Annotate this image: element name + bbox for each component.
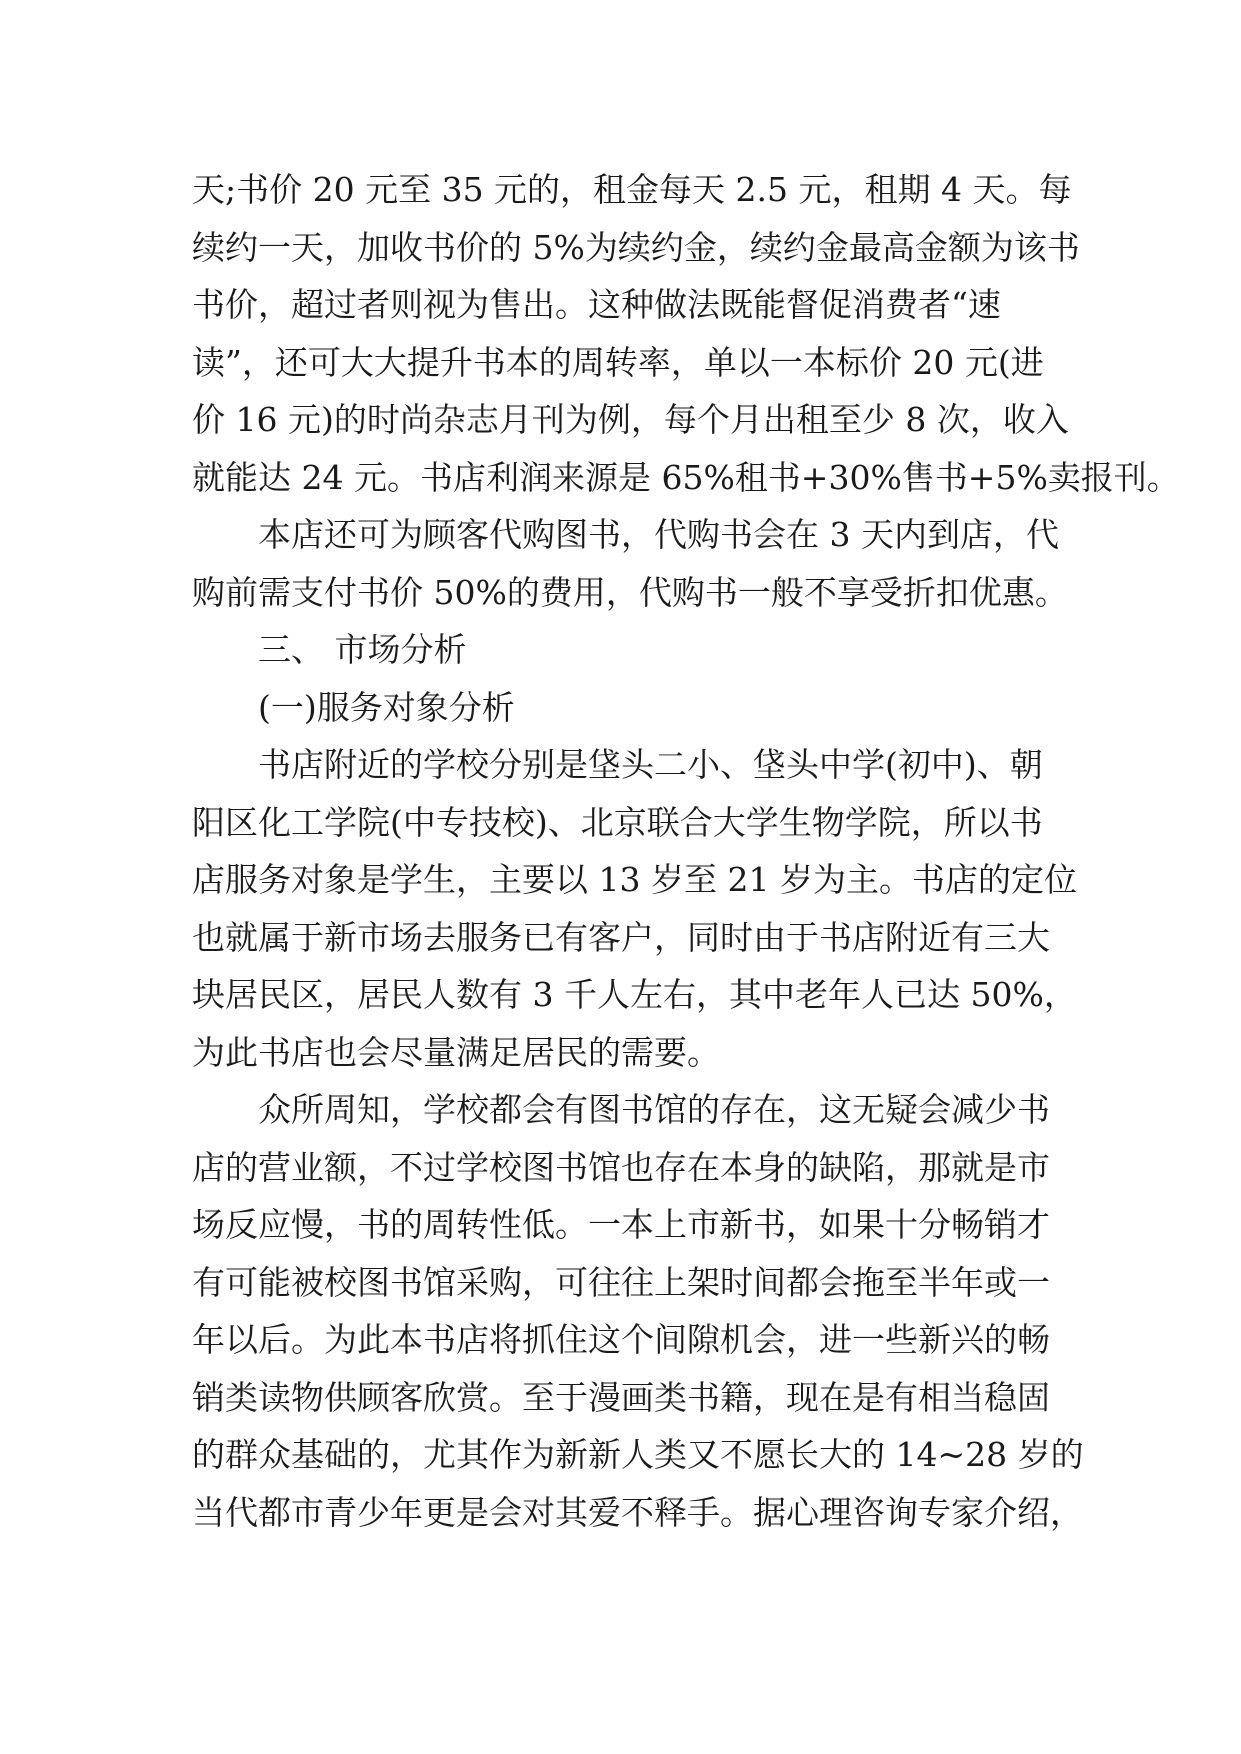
text-line: 本店还可为顾客代购图书，代购书会在 3 天内到店，代 (192, 515, 1059, 554)
document-body (192, 161, 1180, 1541)
text-line: 年以后。为此本书店将抓住这个间隙机会，进一些新兴的畅 (192, 1320, 1050, 1359)
text-line: 为此书店也会尽量满足居民的需要。 (192, 1032, 720, 1072)
text-line: 续约一天，加收书价的 5%为续约金，续约金最高金额为该书 (192, 227, 1080, 267)
text-line: 书店附近的学校分别是垡头二小、垡头中学(初中)、朝 (192, 745, 1043, 784)
text-line: 天;书价 20 元至 35 元的，租金每天 2.5 元，租期 4 天。每 (192, 170, 1072, 209)
text-line: 店服务对象是学生，主要以 13 岁至 21 岁为主。书店的定位 (192, 860, 1077, 899)
text-line: 众所周知，学校都会有图书馆的存在，这无疑会减少书 (192, 1090, 1050, 1129)
text-line: 有可能被校图书馆采购，可往往上架时间都会拖至半年或一 (192, 1262, 1050, 1302)
text-line: 的群众基础的，尤其作为新新人类又不愿长大的 14~28 岁的 (192, 1435, 1084, 1474)
section-heading: 三、 市场分析 (192, 630, 467, 669)
text-line: 也就属于新市场去服务已有客户，同时由于书店附近有三大 (192, 917, 1050, 957)
text-line: 购前需支付书价 50%的费用，代购书一般不享受折扣优惠。 (192, 572, 1068, 612)
text-line: 就能达 24 元。书店利润来源是 65%租书+30%售书+5%卖报刊。 (192, 457, 1180, 497)
text-line: 阳区化工学院(中专技校)、北京联合大学生物学院，所以书 (192, 802, 1043, 842)
text-line: 店的营业额，不过学校图书馆也存在本身的缺陷，那就是市 (192, 1147, 1050, 1187)
text-line: 块居民区，居民人数有 3 千人左右，其中老年人已达 50%， (192, 975, 1077, 1014)
text-line: 读”，还可大大提升书本的周转率，单以一本标价 20 元(进 (192, 342, 1044, 382)
text-line: 销类读物供顾客欣赏。至于漫画类书籍，现在是有相当稳固 (192, 1377, 1050, 1417)
text-line: 价 16 元)的时尚杂志月刊为例，每个月出租至少 8 次，收入 (192, 400, 1069, 439)
text-line: 书价，超过者则视为售出。这种做法既能督促消费者“速 (192, 285, 1001, 324)
text-line: 场反应慢，书的周转性低。一本上市新书，如果十分畅销才 (192, 1205, 1050, 1244)
text-line: 当代都市青少年更是会对其爱不释手。据心理咨询专家介绍， (192, 1492, 1083, 1532)
subsection-heading: (一)服务对象分析 (192, 687, 515, 727)
